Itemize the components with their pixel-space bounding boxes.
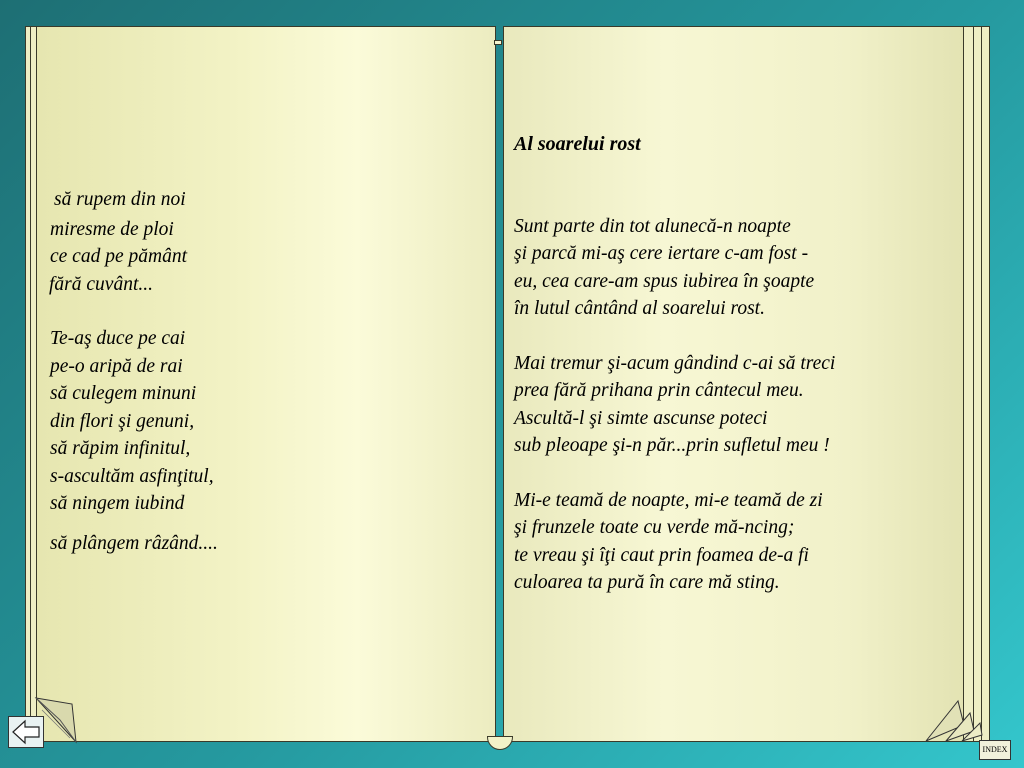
right-line-10: şi frunzele toate cu verde mă-ncing; [514,517,795,538]
left-line-1: să rupem din noi [54,189,186,210]
left-line-11: să ningem iubind [50,493,185,514]
left-line-10: s-ascultăm asfinţitul, [50,466,214,487]
right-line-1: Sunt parte din tot alunecă-n noapte [514,216,791,237]
left-line-8: din flori şi genuni, [50,411,195,432]
spine-top [494,40,502,45]
right-line-4: în lutul cântând al soarelui rost. [514,298,765,319]
right-line-8: sub pleoape şi-n păr...prin sufletul meu ! [514,435,830,456]
right-line-9: Mi-e teamă de noapte, mi-e teamă de zi [514,490,823,511]
poem-title: Al soarelui rost [514,133,641,155]
left-line-7: să culegem minuni [50,383,197,404]
left-line-4: fără cuvânt... [49,274,153,295]
right-line-3: eu, cea care-am spus iubirea în şoapte [514,271,815,292]
left-line-6: pe-o aripă de rai [50,356,183,377]
index-button[interactable]: INDEX [979,740,1011,760]
right-line-7: Ascultă-l şi simte ascunse poteci [514,408,768,429]
right-line-12: culoarea ta pură în care mă sting. [514,572,780,593]
left-line-12: să plângem râzând.... [50,533,218,554]
left-line-9: să răpim infinitul, [50,438,191,459]
right-line-6: prea fără prihana prin cântecul meu. [514,380,804,401]
left-line-3: ce cad pe pământ [50,246,187,267]
back-arrow-icon[interactable] [8,716,44,748]
right-page-curl-icon[interactable] [918,695,988,745]
left-line-2: miresme de ploi [50,219,174,240]
left-line-5: Te-aş duce pe cai [50,328,186,349]
spine-bottom [487,736,513,750]
right-line-2: şi parcă mi-aş cere iertare c-am fost - [514,243,809,264]
right-line-11: te vreau şi îţi caut prin foamea de-a fi [514,545,809,566]
right-line-5: Mai tremur şi-acum gândind c-ai să treci [514,353,836,374]
